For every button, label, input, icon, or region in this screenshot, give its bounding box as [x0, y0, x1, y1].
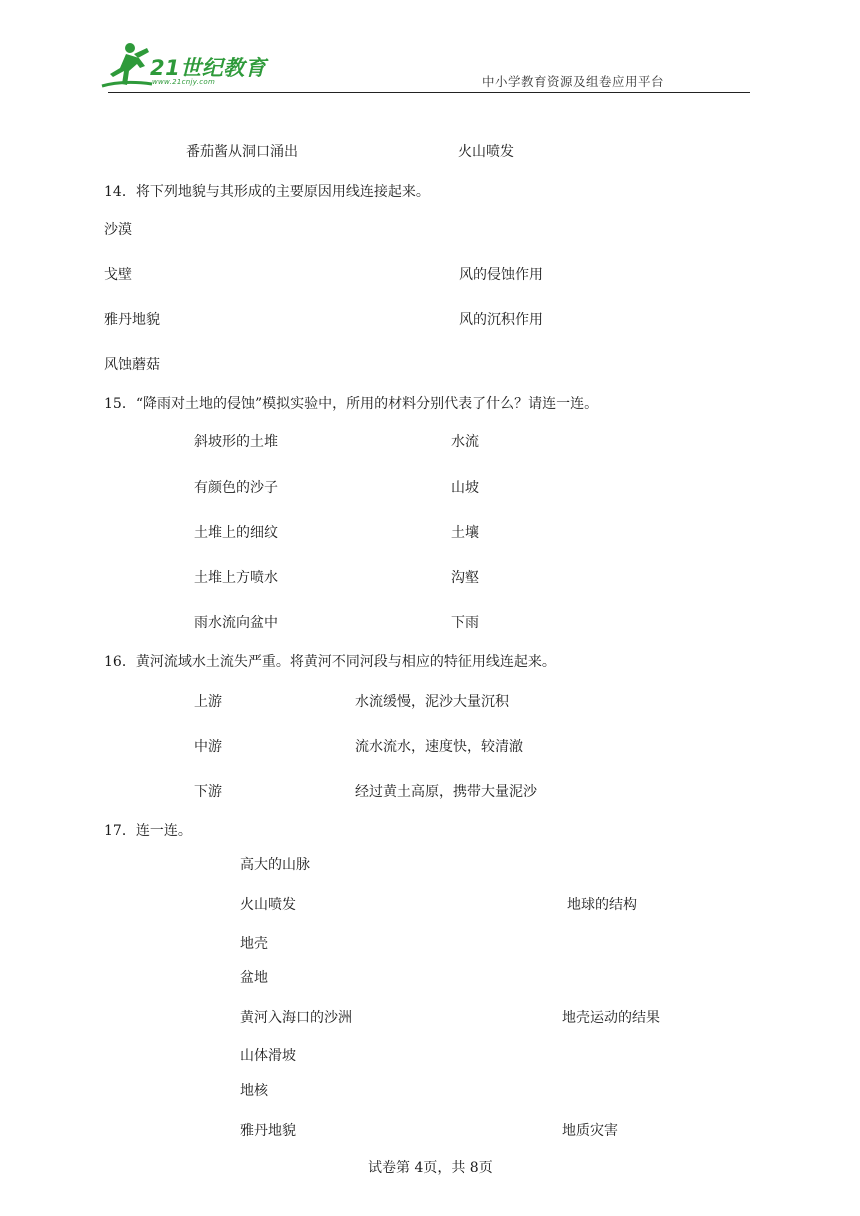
header-platform-name: 中小学教育资源及组卷应用平台	[482, 74, 665, 89]
q14-question: 14．将下列地貌与其形成的主要原因用线连接起来。	[104, 184, 430, 200]
q15-right-item: 山坡	[451, 480, 479, 496]
q17-right-item: 地壳运动的结果	[562, 1010, 660, 1026]
q14-left-item: 戈壁	[104, 267, 132, 283]
q17-left-item: 雅丹地貌	[240, 1123, 296, 1139]
site-logo	[100, 40, 270, 90]
q17-right-item: 地球的结构	[567, 897, 637, 913]
q16-right-item: 流水流水，速度快，较清澈	[355, 739, 523, 755]
q14-right-item: 风的侵蚀作用	[459, 267, 543, 283]
q14-right-item: 风的沉积作用	[459, 312, 543, 328]
q13-right-item: 火山喷发	[458, 144, 514, 160]
q15-right-item: 沟壑	[451, 570, 479, 586]
q17-question: 17．连一连。	[104, 823, 192, 839]
q15-left-item: 土堆上的细纹	[194, 525, 278, 541]
q15-left-item: 雨水流向盆中	[194, 615, 278, 631]
q17-left-item: 地核	[240, 1083, 268, 1099]
q13-left-item: 番茄酱从洞口涌出	[186, 144, 298, 160]
q15-right-item: 下雨	[451, 615, 479, 631]
q16-left-item: 下游	[194, 784, 222, 800]
q15-right-item: 水流	[451, 434, 479, 450]
q17-left-item: 黄河入海口的沙洲	[240, 1010, 352, 1026]
q15-right-item: 土壤	[451, 525, 479, 541]
page-number: 试卷第 4页，共 8页	[368, 1160, 493, 1176]
q17-left-item: 盆地	[240, 970, 268, 986]
q15-left-item: 有颜色的沙子	[194, 480, 278, 496]
runner-logo-icon	[100, 40, 156, 90]
logo-url: www.21cnjy.com	[152, 78, 216, 86]
q17-left-item: 山体滑坡	[240, 1048, 296, 1064]
q16-left-item: 上游	[194, 694, 222, 710]
header-divider	[108, 92, 750, 93]
q16-right-item: 水流缓慢，泥沙大量沉积	[355, 694, 509, 710]
q16-left-item: 中游	[194, 739, 222, 755]
q17-left-item: 火山喷发	[240, 897, 296, 913]
q15-left-item: 斜坡形的土堆	[194, 434, 278, 450]
q15-question: 15．“降雨对土地的侵蚀”模拟实验中，所用的材料分别代表了什么？请连一连。	[104, 396, 599, 412]
q17-right-item: 地质灾害	[562, 1123, 618, 1139]
q17-left-item: 高大的山脉	[240, 857, 310, 873]
q14-left-item: 雅丹地貌	[104, 312, 160, 328]
q16-question: 16．黄河流域水土流失严重。将黄河不同河段与相应的特征用线连起来。	[104, 654, 556, 670]
q17-left-item: 地壳	[240, 936, 268, 952]
q14-left-item: 沙漠	[104, 222, 132, 238]
q16-right-item: 经过黄土高原，携带大量泥沙	[355, 784, 537, 800]
logo-title: 21世纪教育	[150, 56, 267, 80]
q14-left-item: 风蚀蘑菇	[104, 357, 160, 373]
q15-left-item: 土堆上方喷水	[194, 570, 278, 586]
